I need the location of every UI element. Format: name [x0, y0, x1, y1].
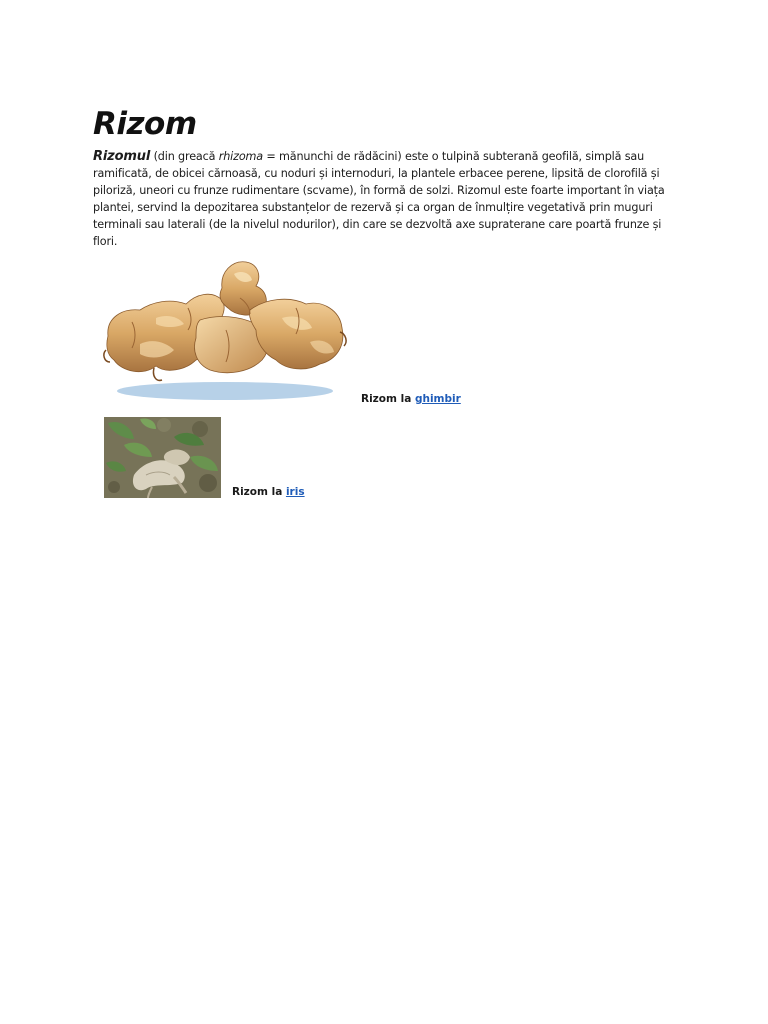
iris-rhizome-image	[104, 417, 221, 498]
page-title: Rizom	[93, 106, 197, 142]
greek-term: rhizoma	[218, 150, 263, 163]
ginger-rhizome-image	[100, 258, 350, 403]
paragraph-text-1: (din greacă	[150, 150, 219, 163]
iris-caption	[232, 486, 305, 498]
paragraph-text-2: = mănunchi de rădăcini) este o tulpină subterană geofilă, simplă sau ramificată, de obicei cărnoasă, cu noduri și internoduri, la plantele erbacee perene, lipsită de clorofilă și piloriză, uneori cu frunze rudimentare (scvame), în formă de solzi. Rizomul este foarte important în viața plantei, servind la depozitarea substanțelor de rezervă și ca organ de înmulțire vegetativă prin muguri terminali sau laterali (de la nivelul nodurilor), din care se dezvoltă axe supraterane care poartă frunze și flori.	[93, 150, 665, 248]
lead-term: Rizomul	[93, 149, 151, 164]
ghimbir-link[interactable]: ghimbir	[414, 393, 461, 405]
iris-link[interactable]: iris	[285, 486, 305, 498]
body-paragraph	[93, 148, 683, 250]
ginger-caption	[361, 393, 461, 405]
ginger-caption-prefix: Rizom la	[361, 393, 415, 405]
iris-caption-prefix: Rizom la	[232, 486, 286, 498]
